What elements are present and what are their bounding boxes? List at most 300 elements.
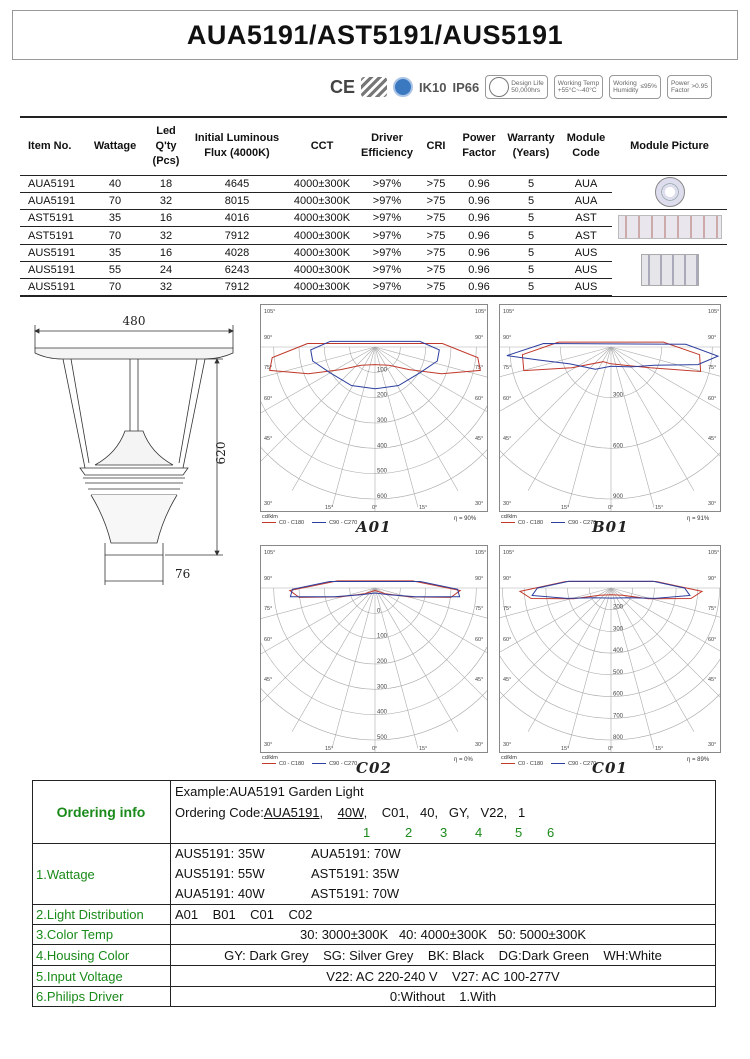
certification-seal-icon — [393, 77, 413, 97]
width-dimension-label: 480 — [122, 314, 146, 328]
driver-label: 6.Philips Driver — [33, 987, 171, 1007]
ring-label: 500 — [377, 735, 388, 741]
ring-label: 200 — [377, 392, 388, 399]
polar-spoke — [499, 347, 611, 430]
cell-item-no: AST5191 — [20, 227, 86, 244]
angle-label: 45° — [475, 677, 484, 683]
cell-luminous-flux: 4028 — [188, 244, 286, 261]
ordering-code-item: AUA5191 — [263, 805, 320, 820]
angle-label: 15° — [419, 746, 428, 752]
header-warranty: Warranty (Years) — [502, 117, 560, 175]
cell-item-no: AST5191 — [20, 210, 86, 227]
cell-luminous-flux: 4016 — [188, 210, 286, 227]
height-arrow-bottom — [215, 551, 219, 555]
cell-cct: 4000±300K — [286, 175, 358, 192]
cell-warranty: 5 — [502, 210, 560, 227]
ordering-example: Example:AUA5191 Garden Light — [175, 784, 364, 799]
header-luminous-flux: Initial Luminous Flux (4000K) — [188, 117, 286, 175]
cell-luminous-flux: 7912 — [188, 227, 286, 244]
distribution-code-label: A01 — [356, 518, 392, 536]
cell-warranty: 5 — [502, 261, 560, 278]
cell-power-factor: 0.96 — [456, 261, 502, 278]
angle-label: 45° — [264, 436, 273, 442]
polar-spoke — [292, 347, 375, 491]
angle-label: 0° — [608, 505, 614, 511]
angle-label: 75° — [503, 365, 512, 371]
module-picture — [618, 215, 722, 239]
color-temp-row — [33, 925, 716, 945]
angle-label: 0° — [608, 746, 614, 752]
angle-label: 45° — [708, 436, 717, 442]
angle-label: 45° — [264, 677, 273, 683]
cell-module-code: AUS — [560, 279, 612, 296]
cell-item-no: AUA5191 — [20, 192, 86, 209]
module-picture — [655, 177, 685, 207]
angle-label: 0° — [372, 505, 378, 511]
housing-row — [33, 945, 716, 966]
angle-label: 105° — [503, 309, 515, 315]
angle-label: 60° — [264, 396, 273, 402]
design-life-badge: Design Life 50,000hrs — [485, 75, 548, 99]
ring-label: 500 — [377, 468, 388, 475]
cell-power-factor: 0.96 — [456, 175, 502, 192]
cell-cri: >75 — [416, 210, 456, 227]
cell-cri: >75 — [416, 175, 456, 192]
cell-module-code: AUS — [560, 244, 612, 261]
polar-spoke — [611, 588, 721, 671]
cell-module-code: AUS — [560, 261, 612, 278]
angle-label: 90° — [475, 335, 484, 341]
legend-swatch — [312, 522, 326, 523]
ring-label: 700 — [613, 713, 624, 720]
cell-led-qty: 32 — [144, 227, 188, 244]
cell-cct: 4000±300K — [286, 227, 358, 244]
polar-spoke — [260, 588, 375, 671]
ring-label: 800 — [613, 735, 624, 741]
spec-row — [20, 244, 727, 261]
cell-driver-efficiency: >97% — [358, 192, 416, 209]
polar-grid — [260, 304, 488, 512]
legend-unit: cd/klm — [501, 514, 517, 520]
angle-label: 45° — [708, 677, 717, 683]
ce-mark: CE — [330, 76, 356, 97]
cell-driver-efficiency: >97% — [358, 261, 416, 278]
clock-icon — [489, 77, 509, 97]
cell-cct: 4000±300K — [286, 279, 358, 296]
angle-label: 105° — [708, 550, 720, 556]
header-power-factor: Power Factor — [456, 117, 502, 175]
cell-wattage: 35 — [86, 244, 144, 261]
angle-label: 60° — [475, 396, 484, 402]
cell-luminous-flux: 7912 — [188, 279, 286, 296]
cell-led-qty: 32 — [144, 279, 188, 296]
header-item-no: Item No. — [20, 117, 86, 175]
polar-spoke — [499, 588, 611, 705]
height-dimension-label: 620 — [214, 441, 228, 465]
spec-header-row — [20, 117, 727, 175]
angle-label: 15° — [325, 746, 334, 752]
ring-label: 600 — [613, 691, 624, 698]
cell-module-code: AUA — [560, 192, 612, 209]
lamp-base-neck — [91, 495, 177, 543]
cell-driver-efficiency: >97% — [358, 210, 416, 227]
polar-ring — [499, 588, 721, 740]
lamp-base-foot — [105, 543, 163, 555]
cell-cct: 4000±300K — [286, 261, 358, 278]
polar-chart-a01 — [260, 304, 488, 542]
cell-module-code: AST — [560, 227, 612, 244]
cell-power-factor: 0.96 — [456, 279, 502, 296]
wattage-row — [33, 844, 716, 905]
cell-wattage: 70 — [86, 192, 144, 209]
angle-label: 60° — [503, 396, 512, 402]
wattage-options — [171, 844, 716, 905]
distribution-row — [33, 905, 716, 925]
chart-legend — [262, 755, 357, 767]
angle-label: 30° — [503, 501, 512, 507]
angle-label: 75° — [264, 365, 273, 371]
legend-series-label: C90 - C270 — [568, 520, 597, 526]
cell-luminous-flux: 6243 — [188, 261, 286, 278]
working-temp-badge: Working Temp +55°C~-40°C — [554, 75, 603, 99]
driver-row — [33, 987, 716, 1007]
polar-spoke — [568, 347, 611, 507]
legend-series-label: C0 - C180 — [518, 520, 544, 526]
efficiency-label: η = 89% — [687, 757, 710, 763]
distribution-label: 2.Light Distribution — [33, 905, 171, 925]
lamp-center-post — [130, 359, 138, 433]
angle-label: 30° — [475, 501, 484, 507]
digit-1: 1 — [363, 825, 371, 840]
chart-legend — [262, 514, 357, 526]
distribution-code-label: C01 — [592, 759, 628, 777]
angle-label: 105° — [475, 309, 487, 315]
polar-spoke — [260, 347, 375, 390]
cell-warranty: 5 — [502, 244, 560, 261]
cell-wattage: 40 — [86, 175, 144, 192]
polar-grid — [260, 545, 488, 753]
cell-cri: >75 — [416, 192, 456, 209]
polar-grid — [499, 304, 721, 512]
cell-driver-efficiency: >97% — [358, 279, 416, 296]
polar-spoke — [499, 588, 611, 631]
cell-warranty: 5 — [502, 227, 560, 244]
angle-label: 105° — [503, 550, 515, 556]
cell-warranty: 5 — [502, 279, 560, 296]
polar-spoke — [611, 588, 694, 732]
polar-spoke — [375, 347, 488, 390]
legend-series-label: C0 - C180 — [518, 761, 544, 767]
ring-label: 300 — [613, 626, 624, 633]
certification-row — [330, 74, 712, 100]
module-picture-cell — [612, 244, 727, 296]
legend-swatch — [312, 763, 326, 764]
title-bar — [12, 10, 738, 60]
power-factor-badge: Power Factor >0.95 — [667, 75, 712, 99]
header-cct: CCT — [286, 117, 358, 175]
legend-series-label: C90 - C270 — [329, 520, 358, 526]
spec-table — [20, 116, 727, 297]
ring-label: 300 — [377, 418, 388, 424]
ring-label: 600 — [613, 443, 624, 450]
polar-spoke — [375, 588, 458, 732]
lamp-collar-rings — [80, 468, 188, 495]
angle-label: 15° — [561, 746, 570, 752]
angle-label: 75° — [503, 606, 512, 612]
ordering-info-cell — [171, 781, 716, 844]
ordering-code-rest: , C01, 40, GY, V22, 1 — [363, 805, 526, 820]
ring-label: 300 — [613, 392, 624, 399]
polar-spoke — [375, 347, 458, 491]
voltage-label: 5.Input Voltage — [33, 966, 171, 987]
digit-4: 4 — [475, 825, 483, 840]
ring-label: 400 — [377, 709, 388, 716]
legend-series-label: C90 - C270 — [568, 761, 597, 767]
width-arrow-left — [35, 329, 39, 333]
ordering-code-line: Ordering Code:AUA5191, 40W, C01, 40, GY, V22, 1 — [175, 805, 526, 820]
angle-label: 15° — [655, 746, 664, 752]
width-arrow-right — [229, 329, 233, 333]
ip-rating: IP66 — [452, 79, 480, 95]
efficiency-label: η = 90% — [454, 516, 477, 522]
legend-swatch — [501, 522, 515, 523]
polar-spoke — [260, 347, 375, 430]
legend-swatch — [551, 763, 565, 764]
polar-chart-b01 — [499, 304, 721, 542]
chart-legend — [501, 514, 596, 526]
header-driver-efficiency: Driver Efficiency — [358, 117, 416, 175]
base-dimension-label: 76 — [175, 567, 191, 581]
legend-swatch — [262, 522, 276, 523]
cell-cct: 4000±300K — [286, 192, 358, 209]
angle-label: 60° — [708, 637, 717, 643]
legend-unit: cd/klm — [262, 514, 278, 520]
angle-label: 30° — [503, 742, 512, 748]
spec-table-body — [20, 175, 727, 296]
legend-swatch — [501, 763, 515, 764]
cell-item-no: AUA5191 — [20, 175, 86, 192]
working-humidity-badge: Working Humidity ≤95% — [609, 75, 661, 99]
distribution-value: A01 B01 C01 C02 — [171, 905, 716, 925]
module-picture-cell — [612, 210, 727, 245]
legend-series-label: C90 - C270 — [329, 761, 358, 767]
lamp-reflector — [95, 431, 173, 465]
spec-row — [20, 175, 727, 192]
ordering-info-row — [33, 781, 716, 844]
cell-led-qty: 16 — [144, 210, 188, 227]
polar-chart-c01 — [499, 545, 721, 783]
angle-label: 60° — [475, 637, 484, 643]
digit-2: 2 — [405, 825, 413, 840]
ring-label: 400 — [613, 648, 624, 655]
header-wattage: Wattage — [86, 117, 144, 175]
cell-cct: 4000±300K — [286, 244, 358, 261]
ring-label: 900 — [613, 494, 624, 500]
wattage-option-row: AUS5191: 55W AST5191: 35W — [175, 866, 400, 881]
housing-value: GY: Dark Grey SG: Silver Grey BK: Black DG:Dark Green WH:White — [171, 945, 716, 966]
angle-label: 75° — [475, 606, 484, 612]
cell-power-factor: 0.96 — [456, 244, 502, 261]
legend-unit: cd/klm — [501, 755, 517, 761]
ring-label: 200 — [613, 604, 624, 611]
header-led-qty: Led Q'ty (Pcs) — [144, 117, 188, 175]
header-module-code: Module Code — [560, 117, 612, 175]
page-title: AUA5191/AST5191/AUS5191 — [186, 19, 564, 50]
ring-label: 0 — [377, 608, 381, 615]
polar-spoke — [611, 588, 721, 705]
header-cri: CRI — [416, 117, 456, 175]
cell-power-factor: 0.96 — [456, 227, 502, 244]
polar-spoke — [611, 588, 721, 631]
polar-spoke — [332, 588, 375, 748]
efficiency-label: η = 0% — [454, 757, 473, 763]
driver-value: 0:Without 1.With — [171, 987, 716, 1007]
color-temp-label: 3.Color Temp — [33, 925, 171, 945]
spec-row — [20, 210, 727, 227]
cell-led-qty: 16 — [144, 244, 188, 261]
angle-label: 15° — [655, 505, 664, 511]
legend-swatch — [262, 763, 276, 764]
cell-driver-efficiency: >97% — [358, 244, 416, 261]
cell-luminous-flux: 8015 — [188, 192, 286, 209]
angle-label: 90° — [264, 576, 273, 582]
ring-label: 200 — [377, 659, 388, 665]
ring-label: 300 — [377, 684, 388, 691]
angle-label: 90° — [475, 576, 484, 582]
cell-driver-efficiency: >97% — [358, 175, 416, 192]
angle-label: 15° — [561, 505, 570, 511]
cell-item-no: AUS5191 — [20, 279, 86, 296]
angle-label: 45° — [475, 436, 484, 442]
ordering-info-label: Ordering info — [33, 781, 171, 844]
angle-label: 60° — [503, 637, 512, 643]
ik-rating: IK10 — [419, 79, 447, 95]
distribution-code-label: C02 — [356, 759, 392, 777]
angle-label: 90° — [264, 335, 273, 341]
cell-driver-efficiency: >97% — [358, 227, 416, 244]
module-picture — [641, 254, 699, 286]
digit-3: 3 — [440, 825, 448, 840]
ring-label: 500 — [613, 669, 624, 676]
cell-cri: >75 — [416, 244, 456, 261]
cell-cct: 4000±300K — [286, 210, 358, 227]
polar-spoke — [611, 347, 654, 507]
module-picture-cell — [612, 175, 727, 210]
distribution-code-label: B01 — [592, 518, 629, 536]
angle-label: 75° — [708, 606, 717, 612]
angle-label: 30° — [264, 501, 273, 507]
wattage-option-row: AUS5191: 35W AUA5191: 70W — [175, 846, 401, 861]
cell-cri: >75 — [416, 279, 456, 296]
angle-label: 30° — [708, 501, 717, 507]
chart-legend — [501, 755, 596, 767]
rohs-icon — [361, 77, 387, 97]
angle-label: 30° — [264, 742, 273, 748]
angle-label: 105° — [264, 550, 276, 556]
ordering-digits — [175, 823, 715, 843]
color-temp-value: 30: 3000±300K 40: 4000±300K 50: 5000±300K — [171, 925, 716, 945]
polar-spoke — [375, 588, 418, 748]
cell-module-code: AUA — [560, 175, 612, 192]
polar-spoke — [528, 588, 611, 732]
polar-spoke — [499, 588, 611, 671]
legend-swatch — [551, 522, 565, 523]
angle-label: 75° — [475, 365, 484, 371]
efficiency-label: η = 91% — [687, 516, 710, 522]
ring-label: 100 — [377, 367, 388, 374]
wattage-option-row: AUA5191: 40W AST5191: 70W — [175, 886, 400, 901]
cell-wattage: 70 — [86, 227, 144, 244]
voltage-row — [33, 966, 716, 987]
cell-wattage: 70 — [86, 279, 144, 296]
legend-series-label: C0 - C180 — [279, 761, 305, 767]
cell-warranty: 5 — [502, 192, 560, 209]
intensity-curve-c0-c180 — [522, 342, 700, 371]
angle-label: 15° — [419, 505, 428, 511]
angle-label: 45° — [503, 436, 512, 442]
angle-label: 30° — [475, 742, 484, 748]
polar-spoke — [611, 347, 694, 491]
legend-series-label: C0 - C180 — [279, 520, 305, 526]
angle-label: 105° — [475, 550, 487, 556]
angle-label: 90° — [503, 576, 512, 582]
header-module-picture: Module Picture — [612, 117, 727, 175]
polar-spoke — [332, 347, 375, 507]
ring-label: 100 — [377, 633, 388, 640]
angle-label: 90° — [708, 576, 717, 582]
cell-cri: >75 — [416, 261, 456, 278]
polar-grid — [499, 545, 721, 753]
cell-item-no: AUS5191 — [20, 261, 86, 278]
fixture-dimension-drawing — [25, 303, 245, 593]
housing-label: 4.Housing Color — [33, 945, 171, 966]
cell-wattage: 35 — [86, 210, 144, 227]
angle-label: 30° — [708, 742, 717, 748]
angle-label: 90° — [503, 335, 512, 341]
cell-luminous-flux: 4645 — [188, 175, 286, 192]
lamp-canopy — [35, 348, 233, 359]
height-arrow-top — [215, 359, 219, 363]
angle-label: 105° — [708, 309, 720, 315]
angle-label: 90° — [708, 335, 717, 341]
cell-module-code: AST — [560, 210, 612, 227]
cell-led-qty: 32 — [144, 192, 188, 209]
angle-label: 60° — [708, 396, 717, 402]
cell-cri: >75 — [416, 227, 456, 244]
angle-label: 15° — [325, 505, 334, 511]
polar-spoke — [375, 347, 488, 430]
angle-label: 45° — [503, 677, 512, 683]
ordering-code-watt: 40 — [337, 805, 353, 820]
cell-wattage: 55 — [86, 261, 144, 278]
legend-unit: cd/klm — [262, 755, 278, 761]
angle-label: 0° — [372, 746, 378, 752]
cell-item-no: AUS5191 — [20, 244, 86, 261]
angle-label: 75° — [708, 365, 717, 371]
cell-led-qty: 24 — [144, 261, 188, 278]
ordering-table — [32, 780, 716, 1007]
polar-spoke — [292, 588, 375, 732]
polar-spoke — [611, 347, 721, 430]
cell-warranty: 5 — [502, 175, 560, 192]
ring-label: 400 — [377, 443, 388, 450]
angle-label: 75° — [264, 606, 273, 612]
digit-5: 5 — [515, 825, 523, 840]
ring-label: 600 — [377, 494, 388, 500]
voltage-value: V22: AC 220-240 V V27: AC 100-277V — [171, 966, 716, 987]
digit-6: 6 — [547, 825, 555, 840]
cell-led-qty: 18 — [144, 175, 188, 192]
